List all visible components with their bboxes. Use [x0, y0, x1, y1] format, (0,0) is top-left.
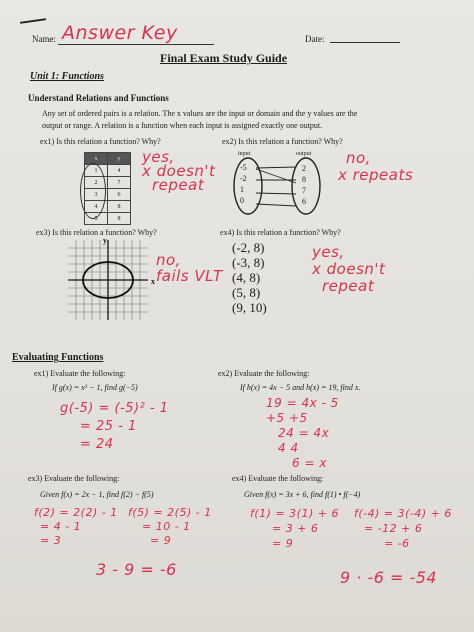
- work-line: 19 = 4x - 5: [266, 396, 339, 410]
- work-line: f(2) = 2(2) - 1: [34, 506, 118, 519]
- ordered-pair: (4, 8): [232, 270, 261, 285]
- work-line: f(1) = 3(1) + 6: [250, 507, 339, 520]
- answer-line: x doesn't: [312, 260, 386, 278]
- table-cell: 8: [108, 201, 131, 213]
- ex2-inputs: [240, 162, 247, 206]
- eval-ex2-work: [266, 396, 339, 471]
- answer-line: yes,: [312, 243, 345, 261]
- output-label: output: [296, 151, 312, 157]
- table-cell: y: [108, 153, 131, 165]
- ex4-answer: [312, 244, 385, 295]
- output-value: 2: [302, 164, 306, 173]
- work-line: f(-4) = 3(-4) + 6: [354, 507, 452, 520]
- table-cell: 5: [85, 213, 108, 225]
- work-line: = 25 - 1: [80, 419, 137, 434]
- ordered-pair: (9, 10): [232, 300, 267, 315]
- input-value: 1: [240, 185, 244, 194]
- table-cell: 7: [108, 177, 131, 189]
- answer-line: yes,: [142, 148, 175, 166]
- intro-line-2: output or range. A relation is a function when each input is assigned exactly one output.: [42, 121, 323, 130]
- output-value: 6: [302, 197, 306, 206]
- unit-subtitle: Understand Relations and Functions: [28, 93, 169, 103]
- section-title-evaluating: Evaluating Functions: [12, 352, 104, 363]
- name-value: Answer Key: [62, 22, 178, 44]
- ordered-pair: (-3, 8): [232, 255, 265, 270]
- input-label: input: [238, 151, 251, 157]
- ex2-prompt: ex2) Is this relation a function? Why?: [222, 137, 343, 146]
- eval-ex2-prompt: ex2) Evaluate the following:: [218, 369, 310, 378]
- answer-line: x repeats: [338, 166, 414, 184]
- eval-ex4-given: Given f(x) = 3x + 6, find f(1) • f(−4): [244, 490, 361, 499]
- ex4-prompt: ex4) Is this relation a function? Why?: [220, 228, 341, 237]
- name-underline: [58, 44, 214, 45]
- work-line: = 24: [80, 437, 114, 452]
- answer-line: repeat: [322, 277, 375, 295]
- eval-ex3-result: 3 - 9 = -6: [96, 560, 177, 579]
- eval-ex3-work-b: [128, 506, 212, 548]
- eval-ex3-work-a: [34, 506, 118, 548]
- input-value: -5: [240, 163, 247, 172]
- table-cell: 4: [108, 165, 131, 177]
- output-value: 8: [302, 175, 306, 184]
- date-label: Date:: [305, 34, 325, 44]
- table-cell: 4: [85, 201, 108, 213]
- name-label: Name:: [32, 34, 56, 44]
- ex1-prompt: ex1) Is this relation a function? Why?: [40, 137, 161, 146]
- work-line: = 9: [150, 534, 172, 547]
- work-line: 6 = x: [292, 456, 327, 470]
- input-value: 0: [240, 196, 244, 205]
- table-cell: 3: [85, 189, 108, 201]
- eval-ex2-given: If h(x) = 4x − 5 and h(x) = 19, find x.: [240, 383, 361, 392]
- work-line: +5 +5: [266, 411, 308, 425]
- work-line: = 4 - 1: [40, 520, 82, 533]
- ex2-answer: [338, 149, 414, 184]
- ex3-answer: [156, 252, 223, 284]
- answer-line: x doesn't: [142, 162, 216, 180]
- table-circle-annotation: [80, 163, 106, 219]
- ordered-pair: (5, 8): [232, 285, 261, 300]
- work-line: = 10 - 1: [142, 520, 191, 533]
- table-cell: 8: [108, 213, 131, 225]
- date-underline: [330, 42, 400, 43]
- x-axis-label: x: [151, 277, 155, 286]
- work-line: 4 4: [278, 441, 299, 455]
- eval-ex1-prompt: ex1) Evaluate the following:: [34, 369, 126, 378]
- unit-title: Unit 1: Functions: [30, 71, 104, 82]
- output-value: 7: [302, 186, 306, 195]
- table-cell: 2: [85, 177, 108, 189]
- table-cell: x: [85, 153, 108, 165]
- y-axis-label: y: [103, 236, 107, 245]
- answer-line: fails VLT: [156, 267, 223, 285]
- ex3-graph: [68, 240, 150, 322]
- intro-line-1: Any set of ordered pairs is a relation. The x values are the input or domain and the y values are the: [42, 109, 358, 118]
- ex1-answer: [142, 150, 215, 192]
- answer-line: repeat: [152, 176, 205, 194]
- eval-ex4-result: 9 · -6 = -54: [340, 568, 438, 587]
- work-line: = 3 + 6: [272, 522, 319, 535]
- work-line: = -12 + 6: [364, 522, 423, 535]
- eval-ex3-prompt: ex3) Evaluate the following:: [28, 474, 120, 483]
- work-line: 24 = 4x: [278, 426, 330, 440]
- answer-line: no,: [346, 149, 371, 167]
- eval-ex1-given: If g(x) = x² − 1, find g(−5): [52, 383, 138, 392]
- work-line: = 3: [40, 534, 62, 547]
- table-cell: 6: [108, 189, 131, 201]
- eval-ex4-work-a: [250, 506, 339, 551]
- eval-ex4-prompt: ex4) Evaluate the following:: [232, 474, 324, 483]
- table-cell: 1: [85, 165, 108, 177]
- pen-stroke: [20, 18, 46, 24]
- page-title: Final Exam Study Guide: [160, 51, 288, 65]
- work-line: g(-5) = (-5)² - 1: [60, 401, 169, 416]
- answer-line: no,: [156, 251, 181, 269]
- work-line: = 9: [272, 537, 294, 550]
- eval-ex1-work: [60, 400, 169, 454]
- ordered-pair: (-2, 8): [232, 240, 265, 255]
- ex3-prompt: ex3) Is this relation a function? Why?: [36, 228, 157, 237]
- work-line: f(5) = 2(5) - 1: [128, 506, 212, 519]
- eval-ex3-given: Given f(x) = 2x − 1, find f(2) − f(5): [40, 490, 154, 499]
- work-line: = -6: [384, 537, 410, 550]
- ex2-outputs: [302, 163, 306, 207]
- eval-ex4-work-b: [354, 506, 452, 551]
- input-value: -2: [240, 174, 247, 183]
- ex4-ordered-pairs: [232, 240, 267, 315]
